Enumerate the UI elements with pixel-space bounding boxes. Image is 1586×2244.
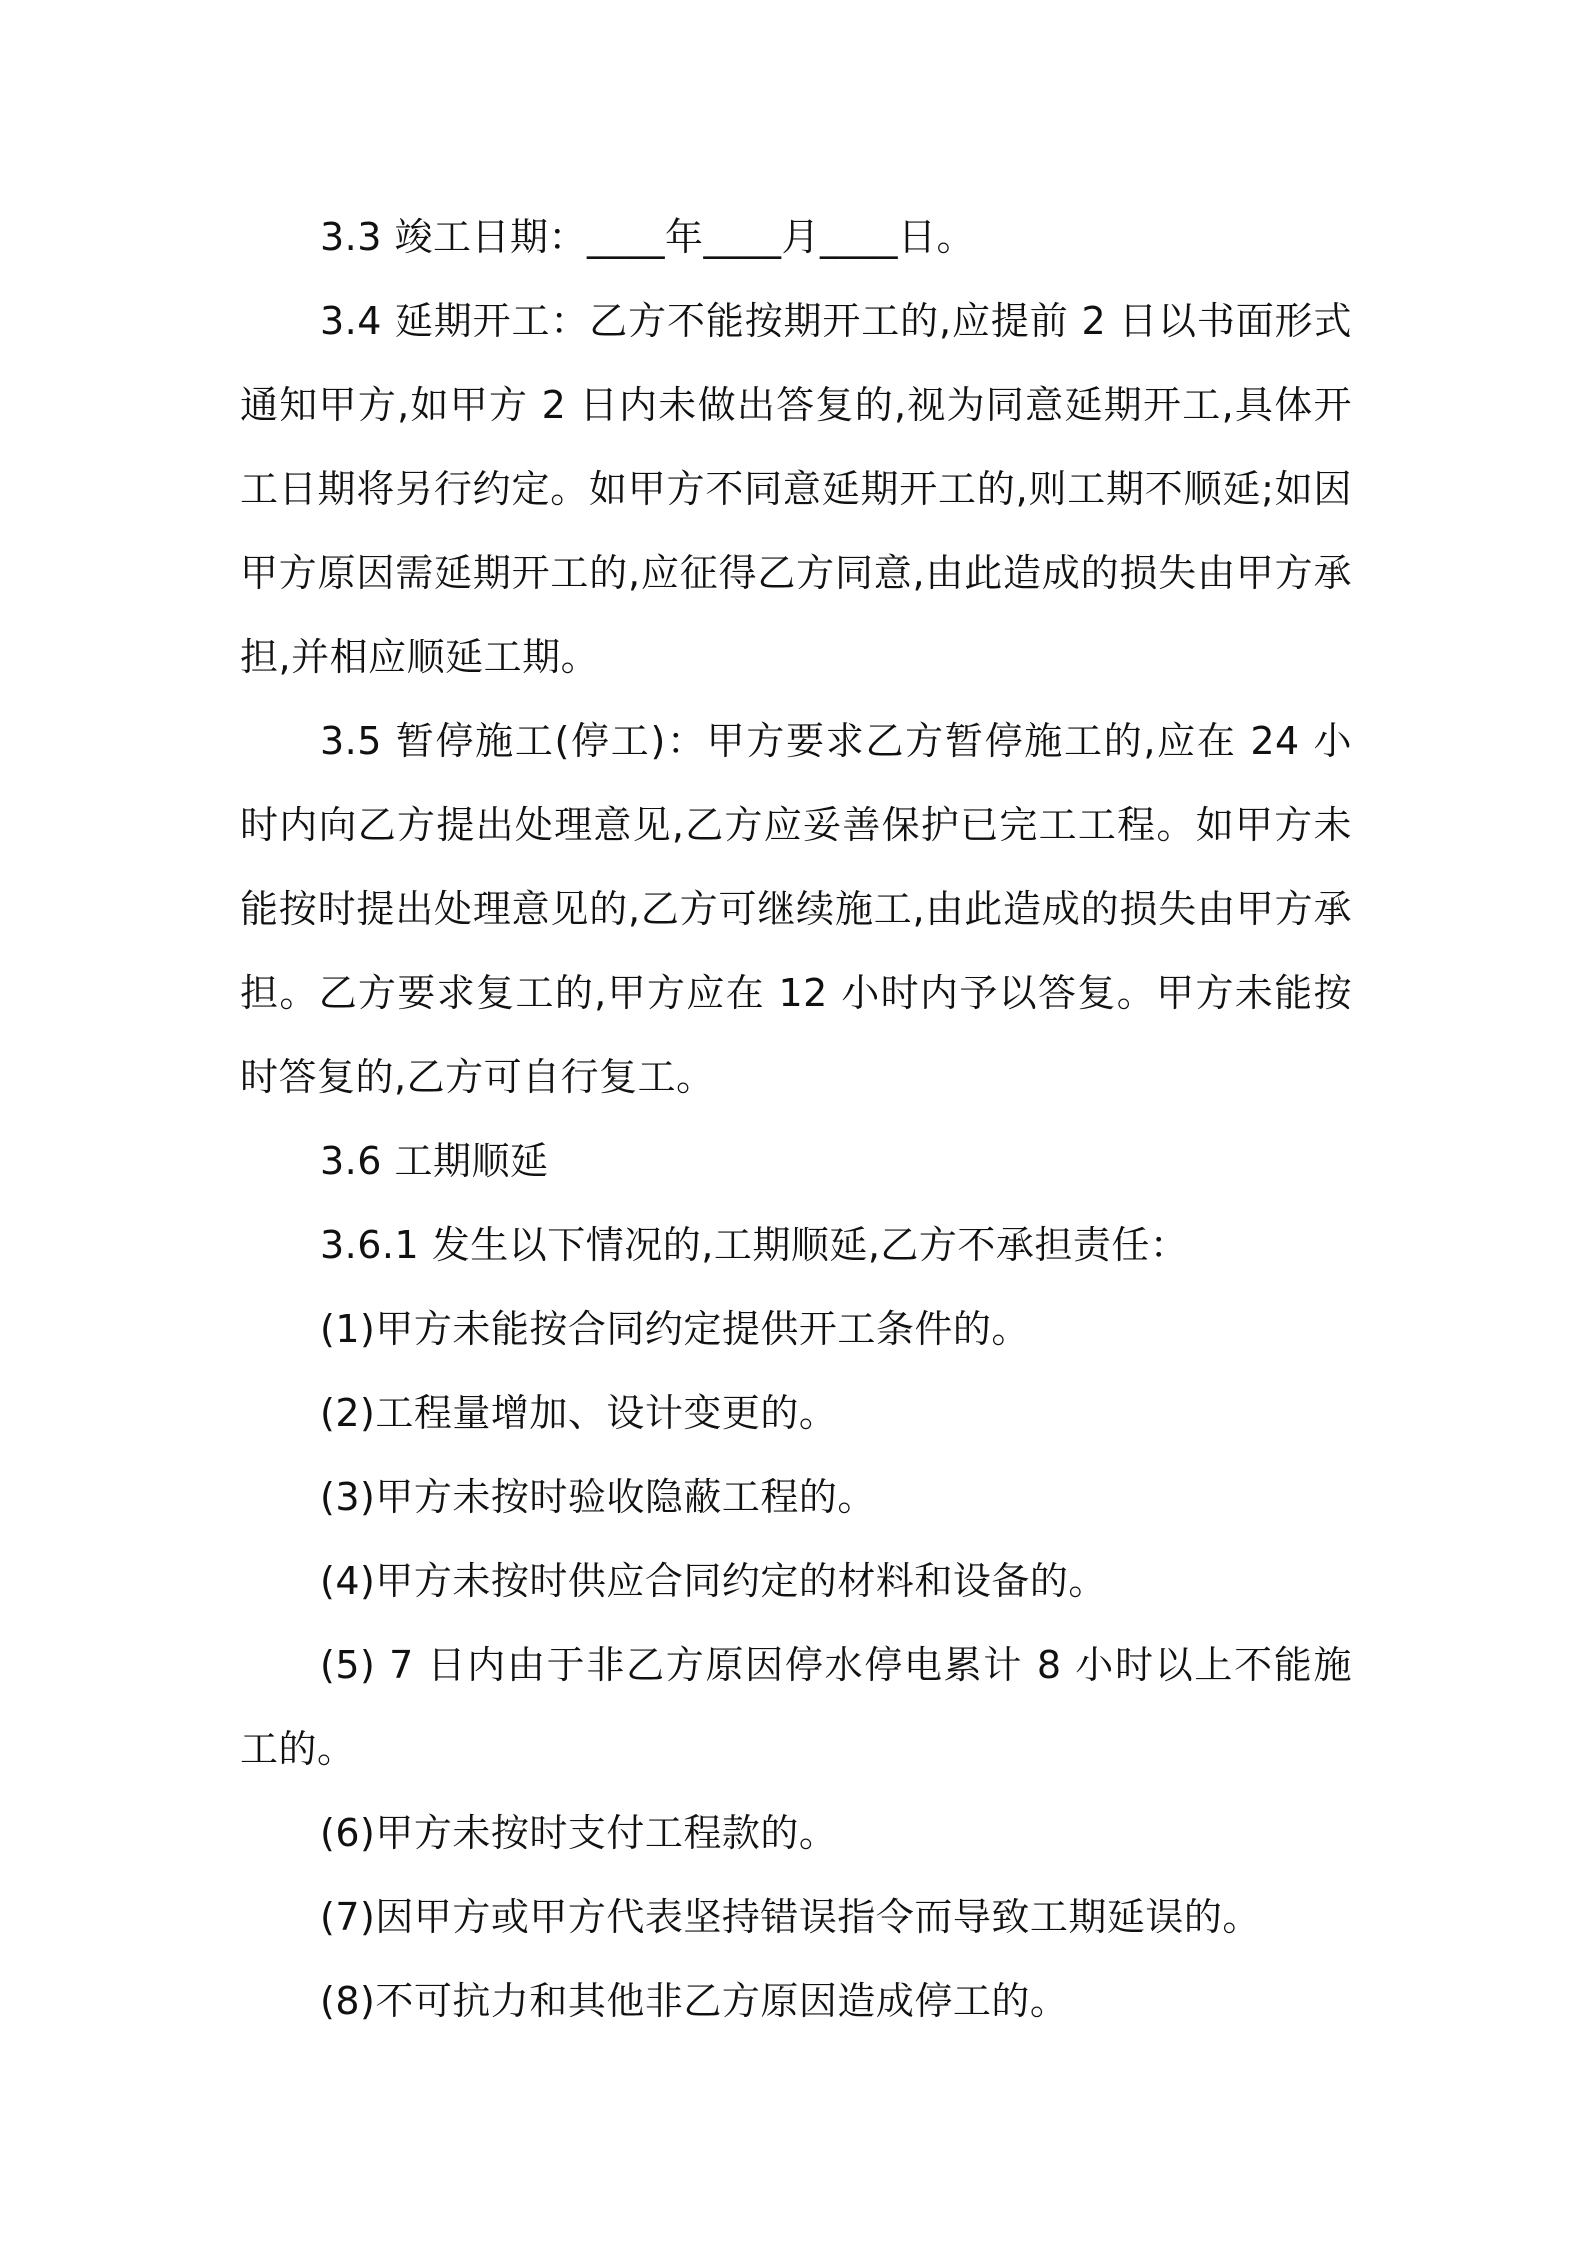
clause-3-4-delayed-start: 3.4 延期开工：乙方不能按期开工的,应提前 2 日以书面形式通知甲方,如甲方 2 日内未做出答复的,视为同意延期开工,具体开工日期将另行约定。如甲方不同意延期开工的,则工期不顺延;如因甲方原因需延期开工的,应征得乙方同意,由此造成的损失由甲方承担,并相应顺延工期。: [240, 299, 1352, 679]
clause-3-3-completion-date: 3.3 竣工日期：____年____月____日。: [320, 215, 976, 259]
condition-item-2: (2)工程量增加、设计变更的。: [320, 1391, 838, 1435]
condition-item-5: (5) 7 日内由于非乙方原因停水停电累计 8 小时以上不能施工的。: [240, 1643, 1352, 1771]
condition-item-4: (4)甲方未按时供应合同约定的材料和设备的。: [320, 1559, 1107, 1603]
condition-item-7: (7)因甲方或甲方代表坚持错误指令而导致工期延误的。: [320, 1895, 1261, 1939]
document-body: [240, 195, 1352, 2043]
condition-item-8: (8)不可抗力和其他非乙方原因造成停工的。: [320, 1979, 1069, 2023]
clause-3-5-suspension: 3.5 暂停施工(停工)：甲方要求乙方暂停施工的,应在 24 小时内向乙方提出处理意见,乙方应妥善保护已完工工程。如甲方未能按时提出处理意见的,乙方可继续施工,由此造成的损失由甲方承担。乙方要求复工的,甲方应在 12 小时内予以答复。甲方未能按时答复的,乙方可自行复工。: [240, 719, 1352, 1099]
condition-item-6: (6)甲方未按时支付工程款的。: [320, 1811, 838, 1855]
condition-item-3: (3)甲方未按时验收隐蔽工程的。: [320, 1475, 876, 1519]
clause-3-6-1-conditions: 3.6.1 发生以下情况的,工期顺延,乙方不承担责任：: [320, 1223, 1189, 1267]
condition-item-1: (1)甲方未能按合同约定提供开工条件的。: [320, 1307, 1030, 1351]
clause-3-6-extension-heading: 3.6 工期顺延: [320, 1139, 549, 1183]
